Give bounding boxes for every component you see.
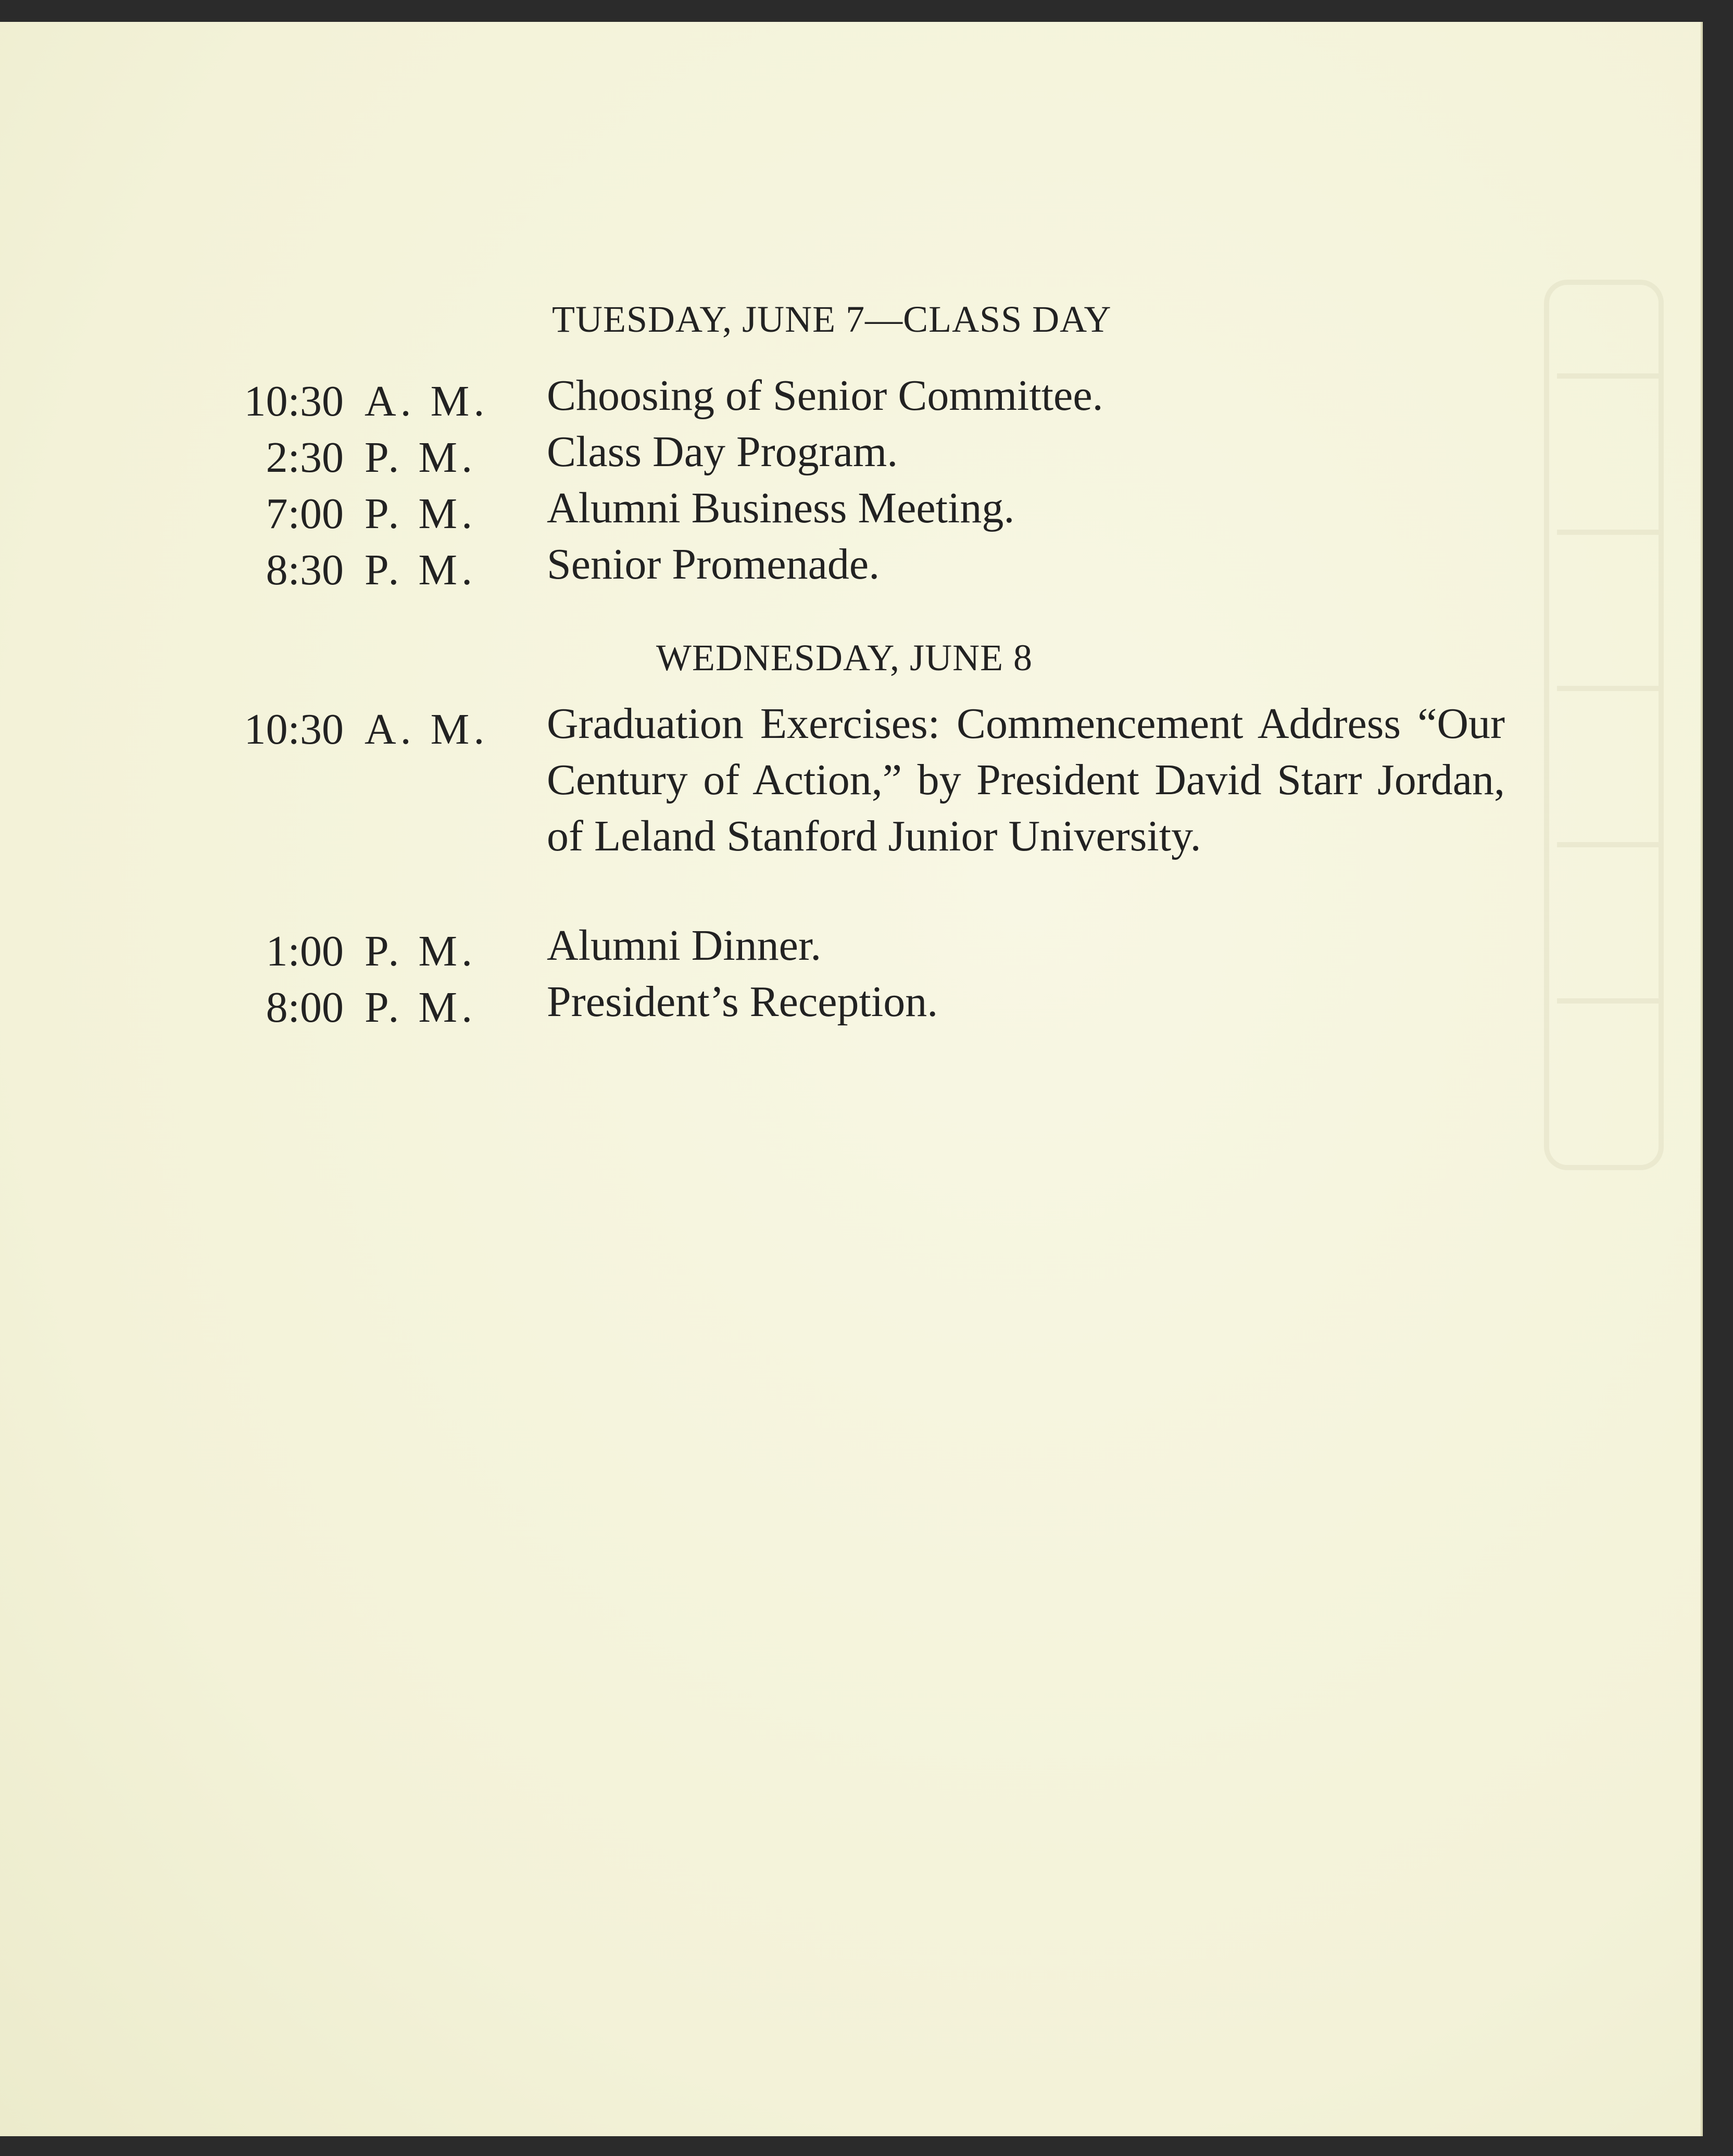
event-description: President’s Reception.: [547, 977, 938, 1026]
event-time-period: P. M.: [365, 983, 477, 1032]
event-description: Senior Promenade.: [547, 540, 880, 588]
event-description: Graduation Exercises: Commencement Address “Our Century of Action,” by President David Starr Jordan, of Leland Stanford Junior University.: [547, 699, 1505, 860]
event-time-period: P. M.: [365, 490, 477, 538]
event-time: [208, 704, 489, 755]
event-time-value: 10:30: [244, 377, 344, 425]
event-time-value: 10:30: [244, 705, 344, 754]
event-description: Alumni Dinner.: [547, 921, 822, 970]
event-time-period: P. M.: [365, 433, 477, 482]
event-time-value: 8:30: [266, 546, 344, 594]
event-time-period: P. M.: [365, 927, 477, 975]
event-time-period: A. M.: [365, 705, 489, 754]
event-time-period: A. M.: [365, 377, 489, 425]
event-time-period: P. M.: [365, 546, 477, 594]
event-time-value: 8:00: [266, 983, 344, 1032]
event-time: [208, 926, 479, 976]
event-description: Alumni Business Meeting.: [547, 484, 1015, 532]
event-time: [208, 376, 489, 427]
event-time: [208, 982, 479, 1033]
paper-watermark-graphic: [1526, 272, 1698, 1209]
event-time: [208, 432, 479, 483]
event-description: Class Day Program.: [547, 428, 898, 476]
event-time-value: 7:00: [266, 490, 344, 538]
program-page: [0, 22, 1703, 2136]
day-heading-wednesday: WEDNESDAY, JUNE 8: [656, 637, 1033, 679]
event-description: Choosing of Senior Committee.: [547, 371, 1103, 420]
event-time: [208, 545, 479, 595]
event-time-value: 2:30: [266, 433, 344, 482]
event-time-value: 1:00: [266, 927, 344, 975]
event-time: [208, 488, 479, 539]
day-heading-tuesday: TUESDAY, JUNE 7—CLASS DAY: [552, 298, 1112, 340]
